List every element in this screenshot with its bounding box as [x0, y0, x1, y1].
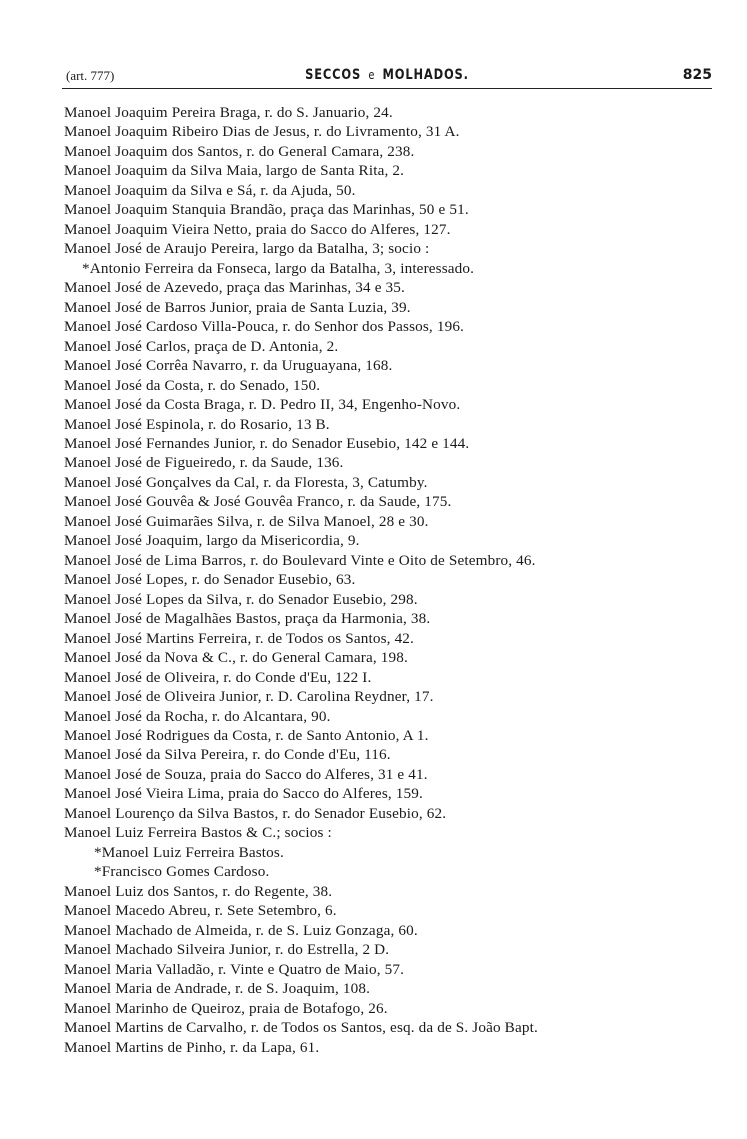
directory-entry: Manoel José de Oliveira Junior, r. D. Carolina Reydner, 17. [64, 688, 434, 706]
directory-entry: Manoel Maria Valladão, r. Vinte e Quatro de Maio, 57. [64, 960, 405, 978]
directory-entry: Manoel José Fernandes Junior, r. do Senador Eusebio, 142 e 144. [64, 434, 470, 452]
directory-entries [64, 103, 714, 1057]
directory-entry: Manoel José Guimarães Silva, r. de Silva Manoel, 28 e 30. [64, 512, 429, 530]
directory-entry: *Manoel Luiz Ferreira Bastos. [94, 843, 284, 861]
directory-entry: Manoel José de Azevedo, praça das Marinhas, 34 e 35. [64, 279, 405, 297]
directory-entry: Manoel José Espinola, r. do Rosario, 13 B. [64, 415, 330, 433]
section-title [121, 67, 654, 83]
directory-entry: Manoel José Lopes, r. do Senador Eusebio, 63. [64, 571, 356, 589]
directory-entry: Manoel Machado de Almeida, r. de S. Luiz Gonzaga, 60. [64, 921, 418, 939]
directory-entry: Manoel Marinho de Queiroz, praia de Botafogo, 26. [64, 999, 388, 1017]
section-title-part-1: SECCOS [305, 67, 362, 83]
directory-entry: Manoel José Lopes da Silva, r. do Senador Eusebio, 298. [64, 590, 418, 608]
directory-entry: Manoel Joaquim Stanquia Brandão, praça das Marinhas, 50 e 51. [64, 201, 469, 219]
directory-entry: Manoel José Corrêa Navarro, r. da Uruguayana, 168. [64, 357, 393, 375]
directory-entry: Manoel Luiz dos Santos, r. do Regente, 38. [64, 882, 333, 900]
directory-entry: Manoel José de Lima Barros, r. do Boulevard Vinte e Oito de Setembro, 46. [64, 551, 536, 569]
directory-entry: Manoel Martins de Carvalho, r. de Todos os Santos, esq. da de S. João Bapt. [64, 1019, 538, 1037]
directory-entry: Manoel Joaquim Pereira Braga, r. do S. Januario, 24. [64, 104, 393, 121]
directory-entry: Manoel Joaquim da Silva Maia, largo de Santa Rita, 2. [64, 162, 405, 180]
directory-entry: Manoel Joaquim dos Santos, r. do General Camara, 238. [64, 142, 415, 160]
directory-entry: Manoel José da Silva Pereira, r. do Conde d'Eu, 116. [64, 746, 391, 764]
directory-entry: Manoel José da Costa Braga, r. D. Pedro II, 34, Engenho-Novo. [64, 396, 461, 414]
directory-entry: Manoel Machado Silveira Junior, r. do Estrella, 2 D. [64, 941, 390, 959]
directory-entry: Manoel Joaquim Ribeiro Dias de Jesus, r. do Livramento, 31 A. [64, 123, 460, 141]
directory-entry: Manoel José de Barros Junior, praia de Santa Luzia, 39. [64, 298, 411, 316]
directory-entry: Manoel Lourenço da Silva Bastos, r. do Senador Eusebio, 62. [64, 804, 447, 822]
section-title-part-2: MOLHADOS. [382, 67, 469, 83]
directory-entry: *Francisco Gomes Cardoso. [94, 863, 270, 881]
directory-entry: Manoel Macedo Abreu, r. Sete Setembro, 6. [64, 902, 337, 920]
directory-entry: Manoel Joaquim Vieira Netto, praia do Sacco do Alferes, 127. [64, 220, 451, 238]
directory-entry: Manoel José da Costa, r. do Senado, 150. [64, 376, 321, 394]
running-header [62, 66, 712, 89]
section-title-conjunction: e [368, 68, 376, 82]
directory-entry: Manoel Maria de Andrade, r. de S. Joaquim, 108. [64, 980, 371, 998]
directory-entry: Manoel José Carlos, praça de D. Antonia, 2. [64, 337, 339, 355]
directory-entry: Manoel José Vieira Lima, praia do Sacco do Alferes, 159. [64, 785, 423, 803]
directory-entry: Manoel José da Rocha, r. do Alcantara, 90. [64, 707, 331, 725]
directory-entry: Manoel José da Nova & C., r. do General Camara, 198. [64, 649, 408, 667]
directory-entry: Manoel José Joaquim, largo da Misericordia, 9. [64, 532, 360, 550]
directory-entry: Manoel Joaquim da Silva e Sá, r. da Ajuda, 50. [64, 181, 356, 199]
directory-entry: Manoel José de Figueiredo, r. da Saude, 136. [64, 454, 344, 472]
directory-entry: Manoel José Rodrigues da Costa, r. de Santo Antonio, A 1. [64, 727, 429, 744]
directory-entry: Manoel Martins de Pinho, r. da Lapa, 61. [64, 1038, 320, 1056]
directory-entry: Manoel José de Araujo Pereira, largo da Batalha, 3; socio : [64, 240, 430, 258]
directory-entry: Manoel José Gonçalves da Cal, r. da Floresta, 3, Catumby. [64, 473, 428, 491]
directory-entry: Manoel José de Magalhães Bastos, praça da Harmonia, 38. [64, 610, 431, 628]
page-number: 825 [682, 67, 712, 83]
directory-entry: Manoel José Gouvêa & José Gouvêa Franco, r. da Saude, 175. [64, 493, 452, 511]
directory-entry: Manoel José Cardoso Villa-Pouca, r. do Senhor dos Passos, 196. [64, 318, 465, 336]
directory-entry: *Antonio Ferreira da Fonseca, largo da Batalha, 3, interessado. [82, 259, 475, 277]
article-reference: (art. 777) [66, 68, 115, 83]
directory-entry: Manoel José de Souza, praia do Sacco do Alferes, 31 e 41. [64, 765, 428, 783]
directory-entry: Manoel José de Oliveira, r. do Conde d'Eu, 122 I. [64, 668, 372, 686]
directory-entry: Manoel José Martins Ferreira, r. de Todos os Santos, 42. [64, 629, 414, 647]
directory-entry: Manoel Luiz Ferreira Bastos & C.; socios : [64, 824, 332, 842]
